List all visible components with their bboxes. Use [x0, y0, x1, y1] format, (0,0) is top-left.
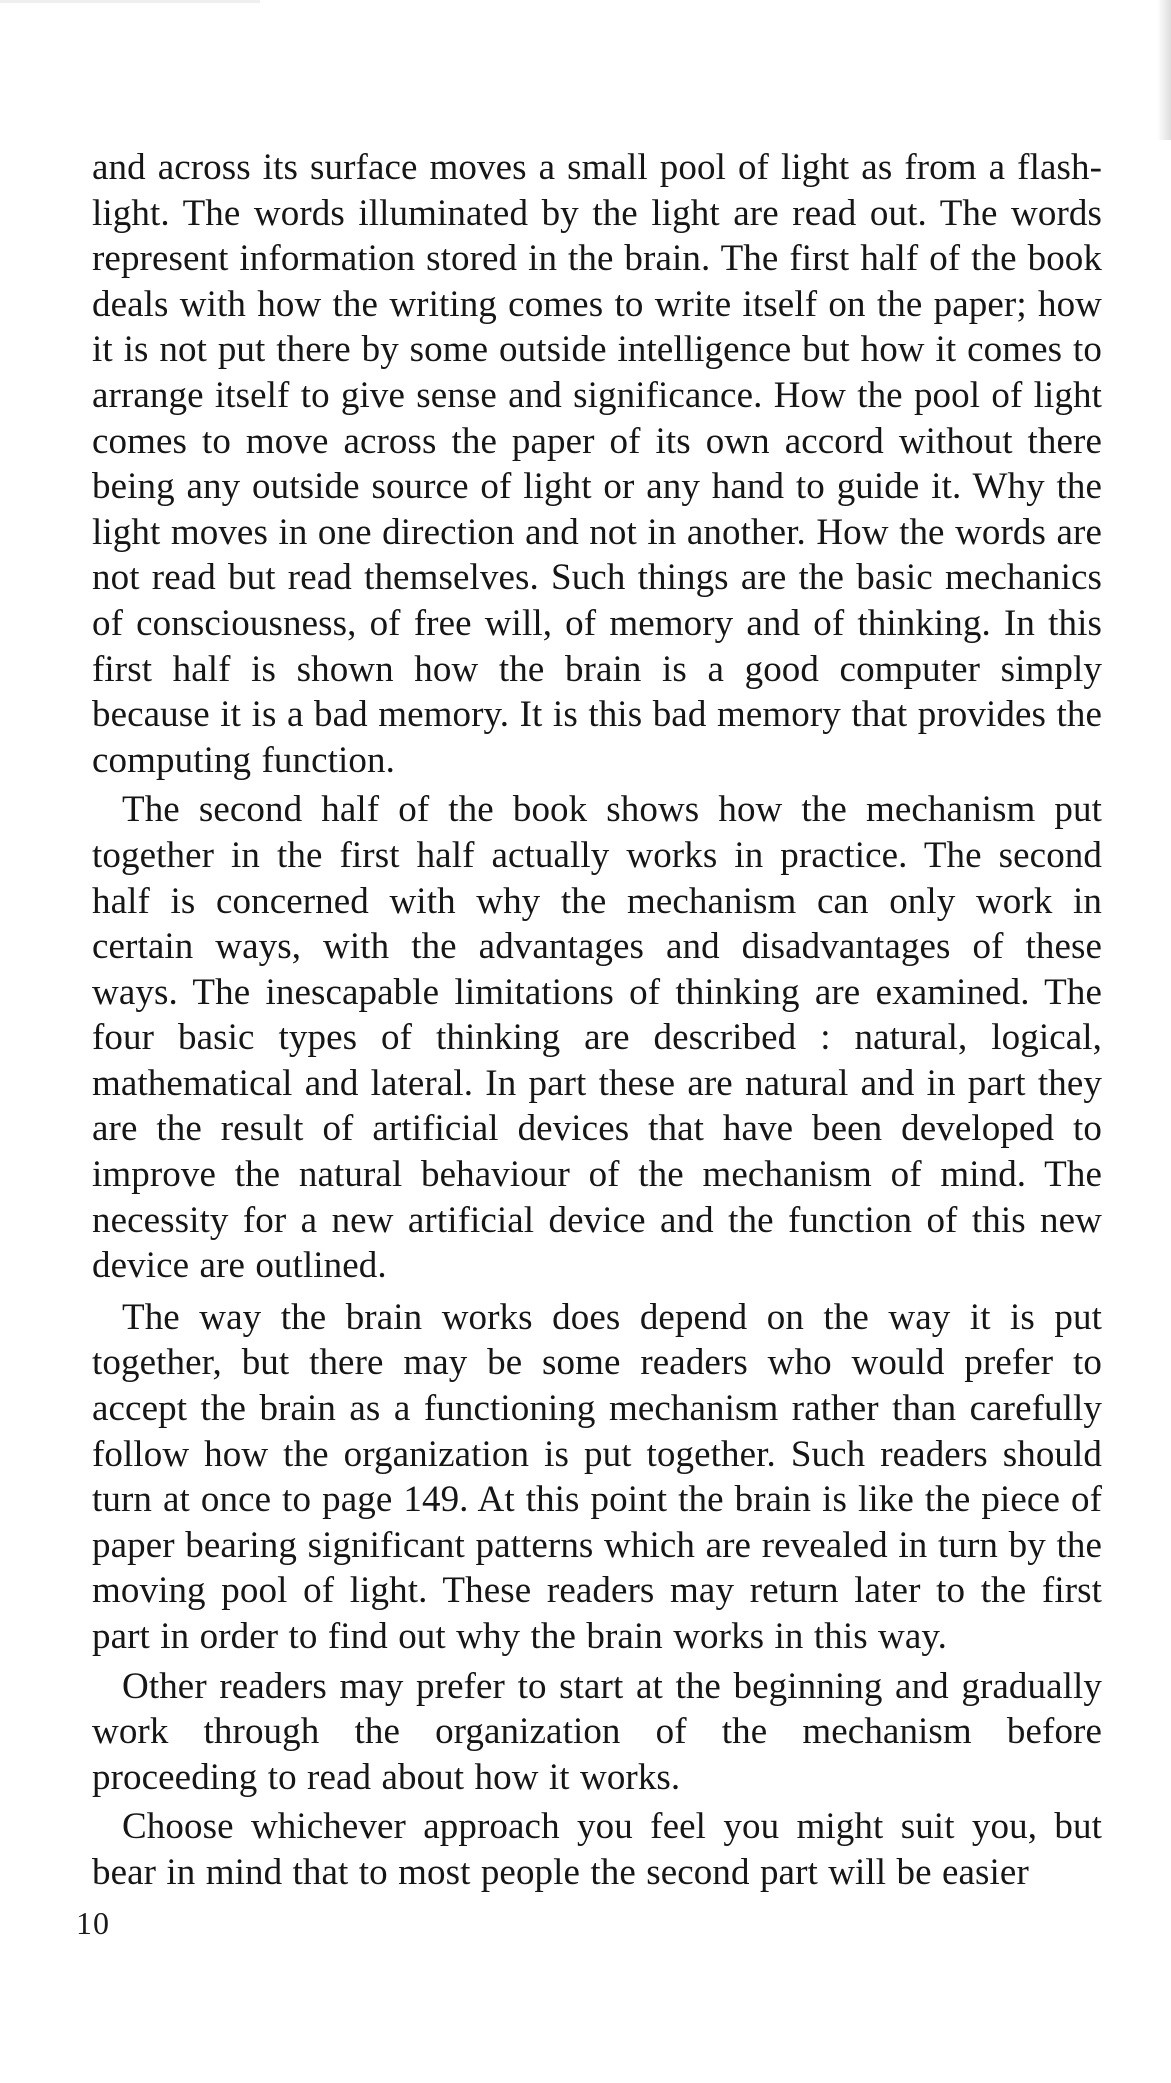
page-number: 10	[76, 1905, 110, 1941]
paragraph-2: The second half of the book shows how the mechanism put together in the first half actually works in practice. The second half is concerned with why the mechanism can only work in certain ways, with the advantages and disadvantages of these ways. The inescapable limitations of thinking are examined. The four basic types of thinking are described : natural, logical, mathematical and lateral. In part these are natural and in part they are the result of artificial devices that have been developed to improve the natural behaviour of the mechanism of mind. The necessity for a new artificial device and the function of this new device are outlined.	[92, 789, 1102, 1287]
scan-binding-shadow	[1157, 0, 1171, 140]
body-text	[92, 145, 1102, 1896]
scan-edge-mark	[0, 0, 260, 3]
paragraph-3: The way the brain works does depend on the way it is put together, but there may be some readers who would prefer to accept the brain as a functioning mechanism rather than carefully follow how the organization is put together. Such readers should turn at once to page 149. At this point the brain is like the piece of paper bearing significant patterns which are revealed in turn by the moving pool of light. These readers may return later to the first part in order to find out why the brain works in this way.	[92, 1296, 1102, 1657]
paragraph-1: and across its surface moves a small pool of light as from a flash-light. The words illuminated by the light are read out. The words represent information stored in the brain. The first half of the book deals with how the writing comes to write itself on the paper; how it is not put there by some outside intelligence but how it comes to arrange itself to give sense and significance. How the pool of light comes to move across the paper of its own accord without there being any outside source of light or any hand to guide it. Why the light moves in one direction and not in another. How the words are not read but read themselves. Such things are the basic mechanics of consciousness, of free will, of memory and of thinking. In this first half is shown how the brain is a good computer simply because it is a bad memory. It is this bad memory that provides the computing function.	[92, 147, 1102, 781]
paragraph-4: Other readers may prefer to start at the beginning and gradually work through the organization of the mechanism before proceeding to read about how it works.	[92, 1665, 1102, 1798]
paragraph-5: Choose whichever approach you feel you might suit you, but bear in mind that to most people the second part will be easier	[92, 1806, 1102, 1893]
